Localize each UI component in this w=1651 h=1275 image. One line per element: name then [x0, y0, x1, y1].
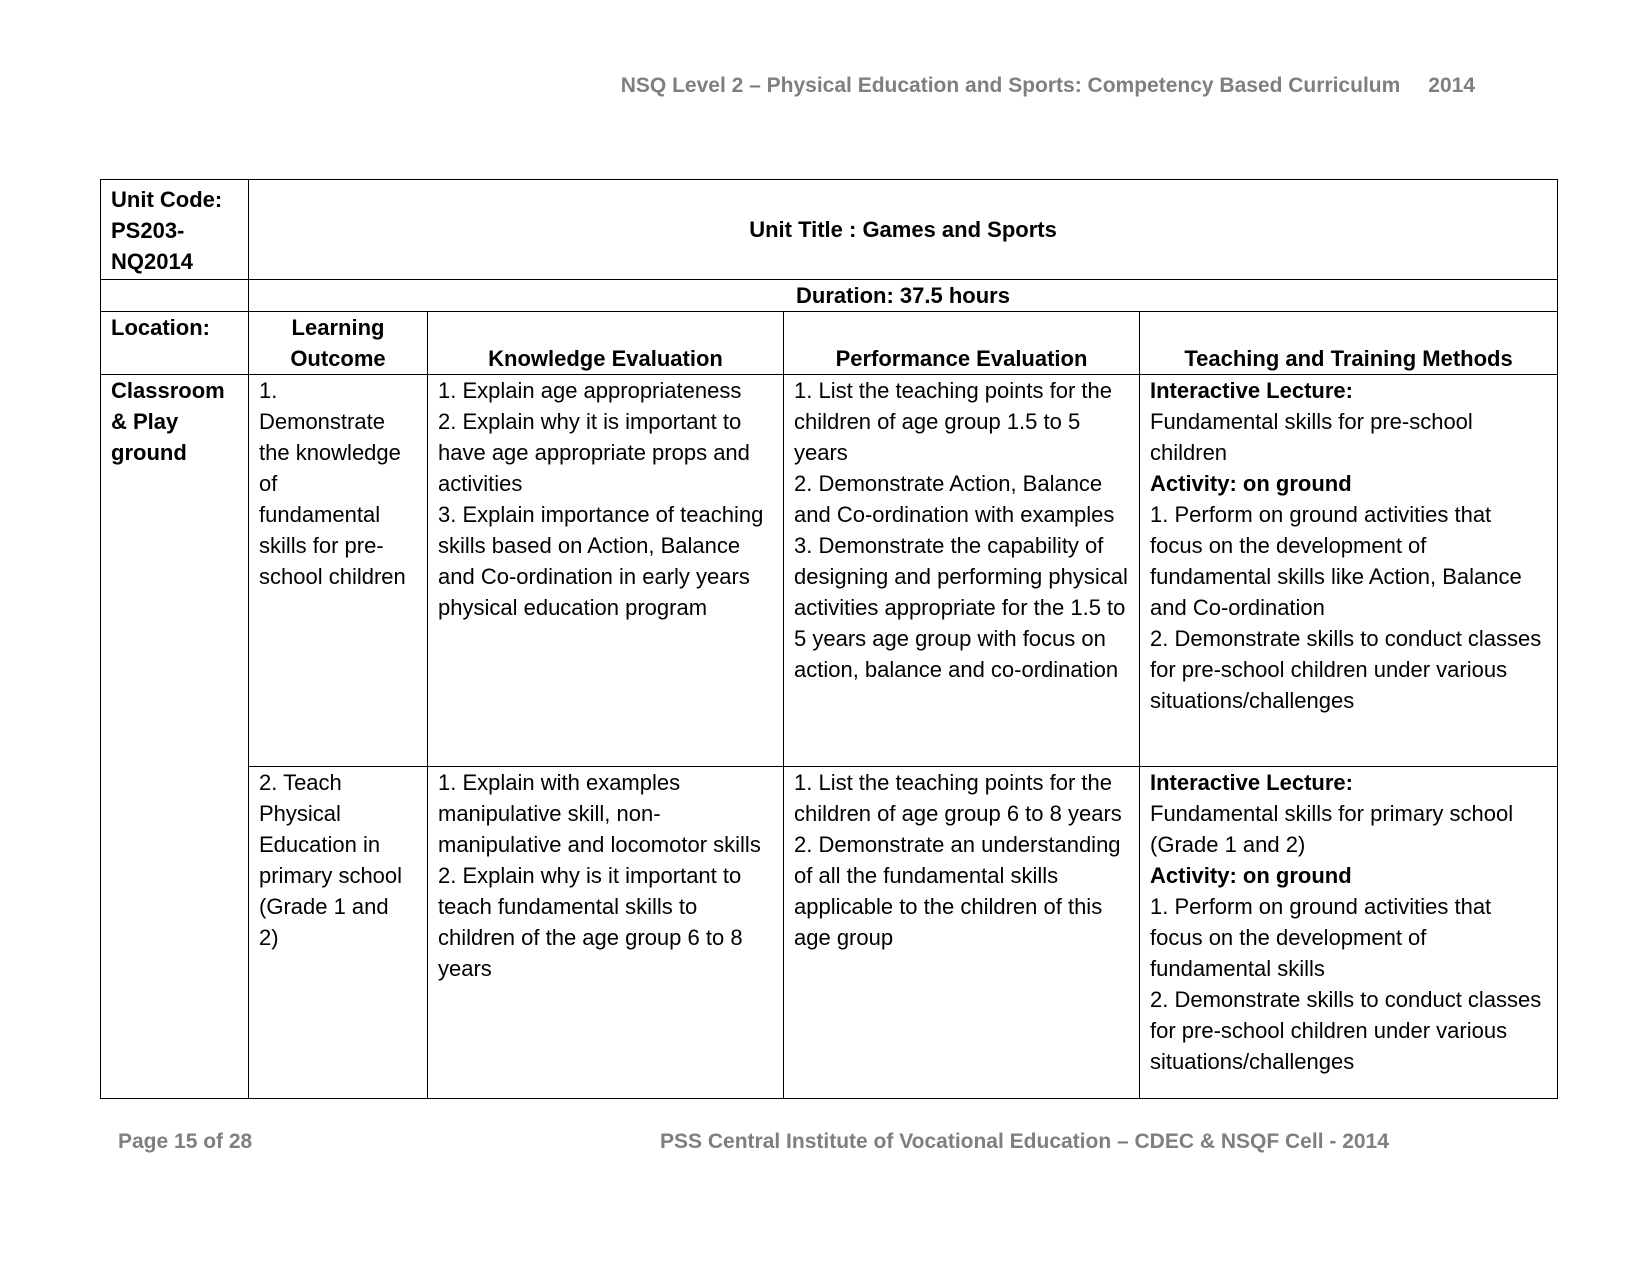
table-row	[101, 767, 1558, 1099]
unit-title-cell	[249, 180, 1558, 280]
learning-outcome-header-line2: Outcome	[290, 346, 386, 371]
page-header	[621, 74, 1475, 98]
location-cell	[101, 375, 249, 1099]
knowledge-item: 2. Explain why it is important to have age appropriate props and activities	[438, 409, 750, 496]
duration: Duration: 37.5 hours	[796, 283, 1010, 308]
performance-evaluation-cell	[784, 375, 1140, 767]
column-header-row	[101, 312, 1558, 375]
unit-code-line2: NQ2014	[111, 249, 193, 274]
learning-outcome-cell	[249, 375, 428, 767]
knowledge-evaluation-cell	[428, 375, 784, 767]
teaching-methods-cell	[1140, 767, 1558, 1099]
knowledge-item: 1. Explain age appropriateness	[438, 378, 742, 403]
outcome-line: skills for pre-	[259, 533, 384, 558]
outcome-line: (Grade 1 and	[259, 894, 389, 919]
performance-item: 1. List the teaching points for the children of age group 1.5 to 5 years	[794, 378, 1112, 465]
outcome-line: Education in	[259, 832, 381, 857]
outcome-line: 1.	[259, 378, 278, 403]
location-line2: & Play	[111, 409, 179, 434]
knowledge-item: 1. Explain with examples manipulative skill, non-manipulative and locomotor skills	[438, 770, 761, 857]
footer-institute: PSS Central Institute of Vocational Education – CDEC & NSQF Cell - 2014	[660, 1130, 1389, 1153]
page-number: Page 15 of 28	[118, 1130, 253, 1153]
performance-evaluation-header: Performance Evaluation	[784, 312, 1140, 375]
location-label: Location:	[111, 315, 210, 340]
learning-outcome-header-line1: Learning	[291, 315, 385, 340]
unit-code-line1: PS203-	[111, 218, 185, 243]
performance-evaluation-cell	[784, 767, 1140, 1099]
learning-outcome-header	[249, 312, 428, 375]
learning-outcome-cell	[249, 767, 428, 1099]
activity-heading: Activity: on ground	[1150, 471, 1352, 496]
unit-code-cell	[101, 180, 249, 280]
unit-header-row	[101, 180, 1558, 280]
outcome-line: 2. Teach	[259, 770, 342, 795]
performance-item: 3. Demonstrate the capability of designing and performing physical activities appropriate for the 1.5 to 5 years age group with focus on action, balance and co-ordination	[794, 533, 1128, 682]
outcome-line: the knowledge	[259, 440, 401, 465]
header-title: NSQ Level 2 – Physical Education and Sports: Competency Based Curriculum	[620, 74, 1401, 97]
table-row	[101, 375, 1558, 767]
lecture-text: Fundamental skills for pre-school children	[1150, 409, 1473, 465]
location-line1: Classroom	[111, 378, 225, 403]
outcome-line: of	[259, 471, 278, 496]
outcome-line: primary school	[259, 863, 403, 888]
knowledge-item: 2. Explain why is it important to teach fundamental skills to children of the age group 6 to 8 years	[438, 863, 743, 981]
method-item: 1. Perform on ground activities that focus on the development of fundamental skills	[1150, 894, 1492, 981]
performance-item: 1. List the teaching points for the children of age group 6 to 8 years	[794, 770, 1122, 826]
lecture-heading: Interactive Lecture:	[1150, 770, 1353, 795]
curriculum-table	[100, 179, 1558, 1099]
method-item: 1. Perform on ground activities that focus on the development of fundamental skills like Action, Balance and Co-ordination	[1150, 502, 1522, 620]
knowledge-evaluation-cell	[428, 767, 784, 1099]
outcome-line: school children	[259, 564, 406, 589]
unit-code-label: Unit Code:	[111, 187, 223, 212]
outcome-line: Physical	[259, 801, 341, 826]
teaching-methods-cell	[1140, 375, 1558, 767]
unit-title: Unit Title : Games and Sports	[749, 217, 1057, 242]
outcome-line: Demonstrate	[259, 409, 385, 434]
knowledge-evaluation-header: Knowledge Evaluation	[428, 312, 784, 375]
lecture-heading: Interactive Lecture:	[1150, 378, 1353, 403]
header-year: 2014	[1428, 74, 1475, 97]
location-line3: ground	[111, 440, 187, 465]
performance-item: 2. Demonstrate Action, Balance and Co-ordination with examples	[794, 471, 1115, 527]
location-label-cell	[101, 312, 249, 375]
knowledge-item: 3. Explain importance of teaching skills based on Action, Balance and Co-ordination in early years physical education program	[438, 502, 764, 620]
duration-row	[101, 280, 1558, 312]
teaching-methods-header: Teaching and Training Methods	[1140, 312, 1558, 375]
outcome-line: 2)	[259, 925, 279, 950]
activity-heading: Activity: on ground	[1150, 863, 1352, 888]
performance-item: 2. Demonstrate an understanding of all the fundamental skills applicable to the children of this age group	[794, 832, 1121, 950]
duration-cell	[249, 280, 1558, 312]
method-item: 2. Demonstrate skills to conduct classes for pre-school children under various situations/challenges	[1150, 626, 1542, 713]
duration-empty-cell	[101, 280, 249, 312]
lecture-text: Fundamental skills for primary school (Grade 1 and 2)	[1150, 801, 1514, 857]
outcome-line: fundamental	[259, 502, 381, 527]
method-item: 2. Demonstrate skills to conduct classes for pre-school children under various situations/challenges	[1150, 987, 1542, 1074]
